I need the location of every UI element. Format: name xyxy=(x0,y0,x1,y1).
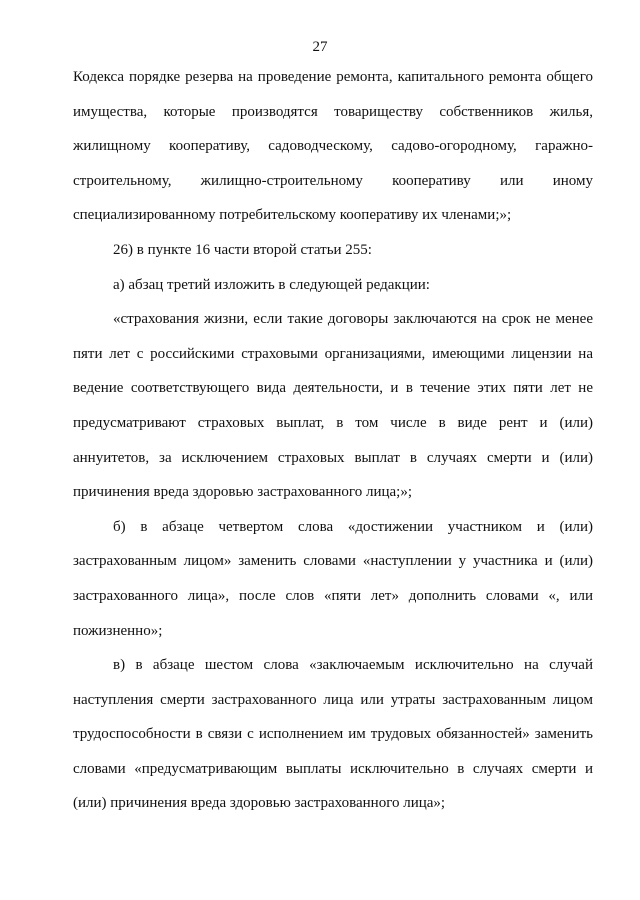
paragraph-p3 xyxy=(73,268,593,303)
text-line: застрахованным лицом» заменить словами «наступлении у участника и (или) xyxy=(73,553,593,570)
page-number: 27 xyxy=(312,39,328,55)
text-line: Кодекса порядке резерва на проведение ремонта, капитального ремонта общего xyxy=(73,69,593,85)
text-line: предусматривают страховых выплат, в том числе в виде рент и (или) xyxy=(73,414,593,431)
document-body xyxy=(73,60,593,821)
paragraph-p1 xyxy=(73,60,593,233)
paragraph-p2 xyxy=(73,233,593,268)
paragraph-p6 xyxy=(73,648,593,821)
text-line: имущества, которые производятся товариществу собственников жилья, xyxy=(73,103,593,120)
text-line: специализированному потребительскому кооперативу их членами;»; xyxy=(73,207,512,224)
text-line: словами «предусматривающим выплаты исключительно в случаях смерти и xyxy=(73,760,593,777)
text-line: б) в абзаце четвертом слова «достижении участником и (или) xyxy=(113,518,593,535)
text-line: причинения вреда здоровью застрахованного лица;»; xyxy=(73,484,412,501)
text-line: в) в абзаце шестом слова «заключаемым исключительно на случай xyxy=(113,657,593,674)
text-line: застрахованного лица», после слов «пяти лет» дополнить словами «, или xyxy=(73,587,593,604)
text-line: пожизненно»; xyxy=(73,622,163,639)
text-line: 26) в пункте 16 части второй статьи 255: xyxy=(113,241,372,258)
paragraph-p5 xyxy=(73,510,593,648)
paragraph-p4 xyxy=(73,302,593,510)
text-line: наступления смерти застрахованного лица или утраты застрахованным лицом xyxy=(73,691,593,708)
text-line: аннуитетов, за исключением страховых выплат в случаях смерти и (или) xyxy=(73,449,593,466)
text-line: «страхования жизни, если такие договоры заключаются на срок не менее xyxy=(113,311,593,328)
text-line: трудоспособности в связи с исполнением им трудовых обязанностей» заменить xyxy=(73,726,593,743)
text-line: (или) причинения вреда здоровью застрахованного лица»; xyxy=(73,795,446,812)
text-line: пяти лет с российскими страховыми организациями, имеющими лицензии на xyxy=(73,345,593,362)
text-line: жилищному кооперативу, садоводческому, садово-огородному, гаражно- xyxy=(73,138,593,155)
text-line: строительному, жилищно-строительному кооперативу или иному xyxy=(73,172,593,189)
text-line: ведение соответствующего вида деятельности, и в течение этих пяти лет не xyxy=(73,380,593,397)
text-line: а) абзац третий изложить в следующей редакции: xyxy=(113,276,430,293)
